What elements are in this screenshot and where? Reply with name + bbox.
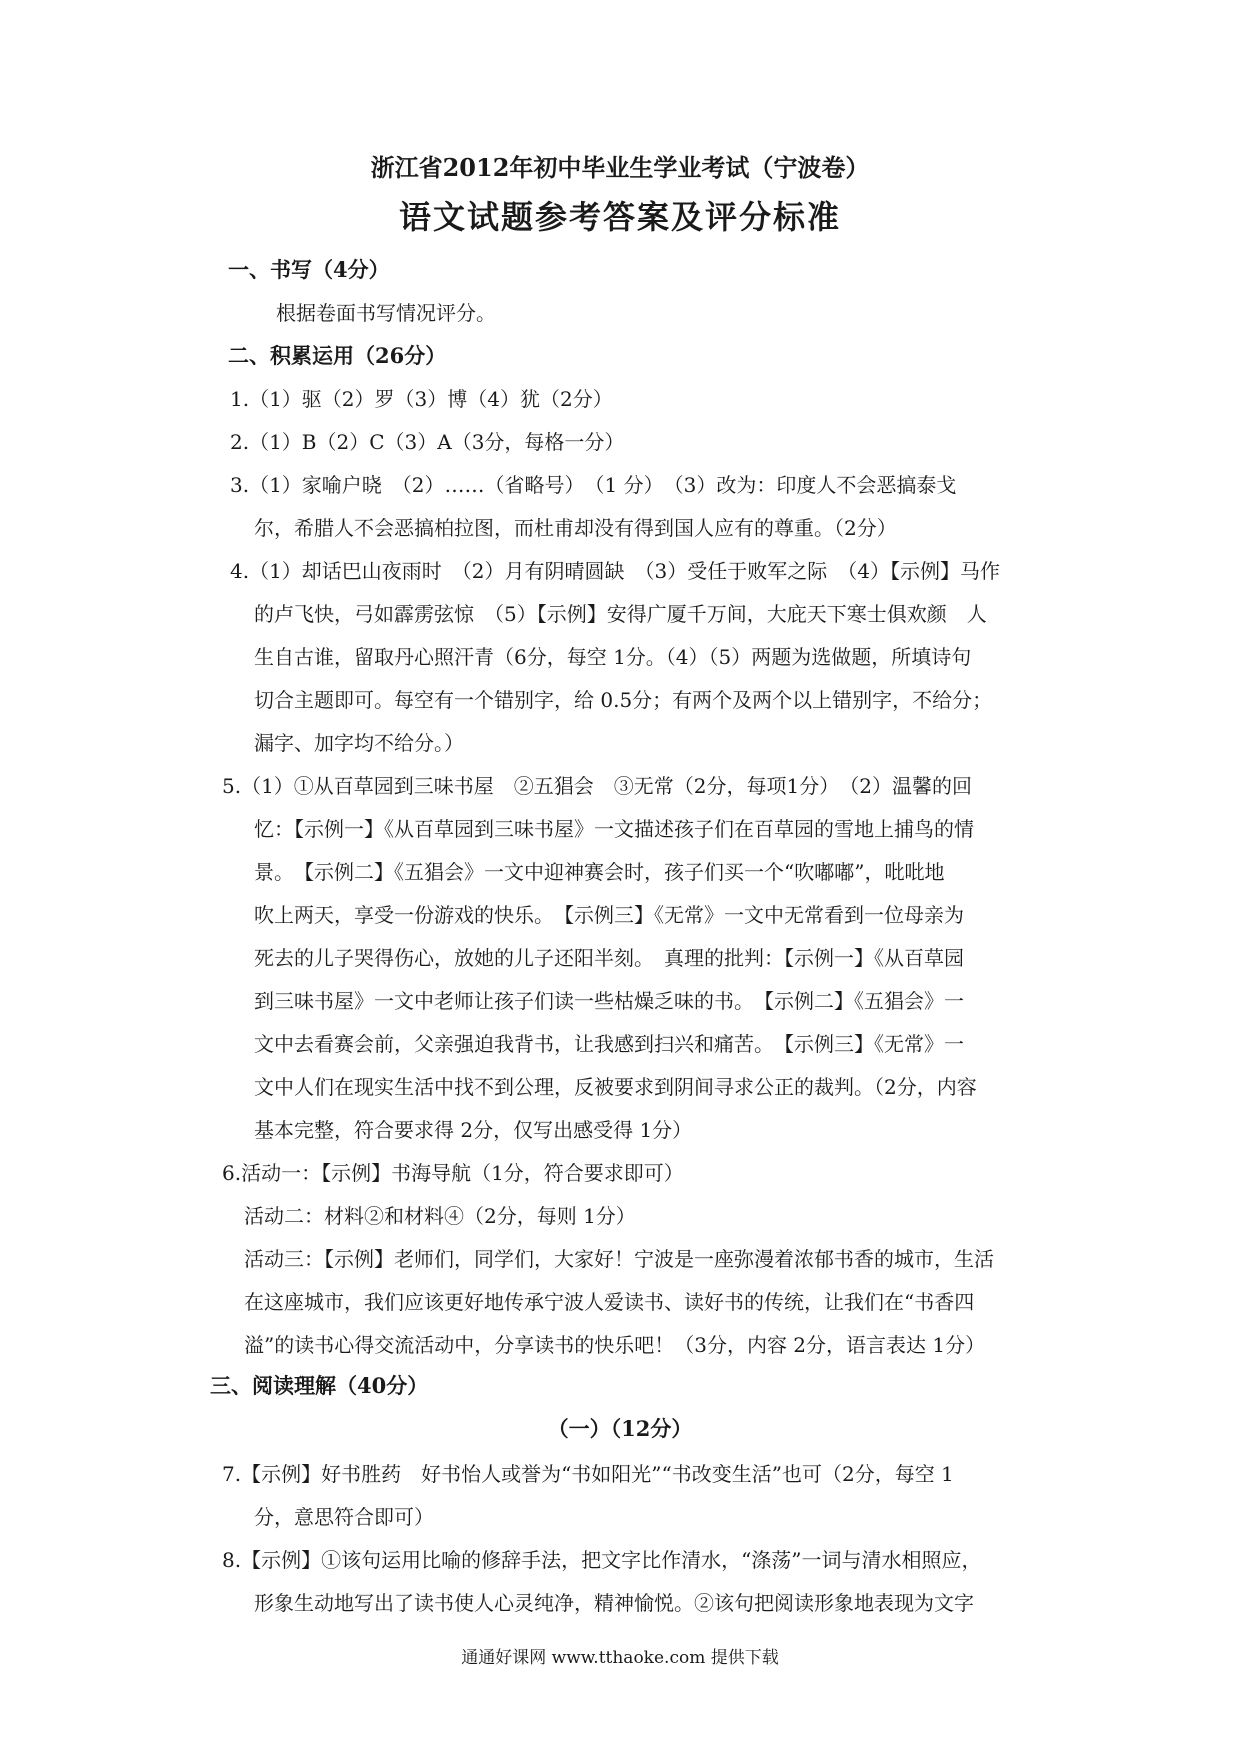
answer-line: 文中去看赛会前，父亲强迫我背书，让我感到扫兴和痛苦。 【示例三】《无常》一: [254, 1032, 964, 1056]
answer-line: 吹上两天，享受一份游戏的快乐。 【示例三】《无常》一文中无常看到一位母亲为: [254, 903, 964, 927]
answer-line: 的卢飞快，弓如霹雳弦惊 （5）【示例】安得广厦千万间，大庇天下寒士俱欢颜 人: [254, 602, 987, 626]
document-subtitle: 语文试题参考答案及评分标准: [398, 198, 841, 236]
answer-line: 基本完整，符合要求得 2分，仅写出感受得 1分）: [254, 1118, 693, 1142]
answer-line: 尔，希腊人不会恶搞柏拉图，而杜甫却没有得到国人应有的尊重。（2分）: [254, 516, 897, 540]
answer-line: 7.【示例】好书胜药 好书怡人或誉为“书如阳光”“书改变生活”也可（2分，每空 1: [222, 1462, 954, 1486]
answer-line: 根据卷面书写情况评分。: [276, 301, 496, 325]
answer-line: 分，意思符合即可）: [254, 1505, 434, 1529]
answer-line: 活动二：材料②和材料④（2分，每则 1分）: [244, 1204, 636, 1228]
answer-line: 切合主题即可。每空有一个错别字，给 0.5分；有两个及两个以上错别字，不给分；: [254, 688, 993, 712]
answer-line: 生自古谁，留取丹心照汗青（6分，每空 1分。（4）（5）两题为选做题，所填诗句: [254, 645, 972, 669]
answer-line: 在这座城市，我们应该更好地传承宁波人爱读书、读好书的传统，让我们在“书香四: [244, 1290, 975, 1314]
answer-line: 溢”的读书心得交流活动中，分享读书的快乐吧！（3分，内容 2分，语言表达 1分）: [244, 1333, 986, 1357]
answer-line: 6.活动一：【示例】书海导航（1分，符合要求即可）: [222, 1161, 684, 1185]
answer-line: 5.（1）①从百草园到三味书屋 ②五猖会 ③无常（2分，每项1分） （2）温馨的回: [222, 774, 972, 798]
answer-line: 4.（1）却话巴山夜雨时 （2）月有阴晴圆缺 （3）受任于败军之际 （4）【示例】马作: [230, 559, 1000, 583]
answer-line: 景。 【示例二】《五猖会》一文中迎神赛会时，孩子们买一个“吹嘟嘟”，吡吡地: [254, 860, 945, 884]
answer-line: 形象生动地写出了读书使人心灵纯净，精神愉悦。②该句把阅读形象地表现为文字: [254, 1591, 974, 1615]
answer-line: 3.（1）家喻户晓 （2）……（省略号） （1 分） （3）改为：印度人不会恶搞泰戈: [230, 473, 957, 497]
subsection-heading: （一）（12分）: [547, 1416, 693, 1441]
answer-line: 1.（1）驱（2）罗（3）博（4）犹（2分）: [230, 387, 613, 411]
section-heading-accumulation: 二、积累运用（26分）: [228, 343, 447, 368]
answer-line: 忆：【示例一】《从百草园到三味书屋》一文描述孩子们在百草园的雪地上捕鸟的情: [254, 817, 974, 841]
answer-line: 到三味书屋》一文中老师让孩子们读一些枯燥乏味的书。 【示例二】《五猖会》一: [254, 989, 964, 1013]
answer-line: 2.（1）B（2）C（3）A（3分，每格一分）: [230, 430, 625, 454]
answer-line: 8.【示例】①该句运用比喻的修辞手法，把文字比作清水，“涤荡”一词与清水相照应，: [222, 1548, 982, 1572]
page-footer: 通通好课网 www.tthaoke.com 提供下载: [461, 1648, 779, 1668]
answer-line: 活动三：【示例】老师们，同学们，大家好！宁波是一座弥漫着浓郁书香的城市，生活: [244, 1247, 994, 1271]
answer-line: 漏字、加字均不给分。）: [254, 731, 464, 755]
answer-line: 死去的儿子哭得伤心，放她的儿子还阳半刻。 真理的批判：【示例一】《从百草园: [254, 946, 964, 970]
section-heading-writing: 一、书写（4分）: [228, 257, 390, 282]
section-heading-reading: 三、阅读理解（40分）: [210, 1373, 429, 1398]
document-title: 浙江省2012年初中毕业生学业考试（宁波卷）: [370, 153, 870, 182]
answer-line: 文中人们在现实生活中找不到公理，反被要求到阴间寻求公正的裁判。（2分，内容: [254, 1075, 977, 1099]
